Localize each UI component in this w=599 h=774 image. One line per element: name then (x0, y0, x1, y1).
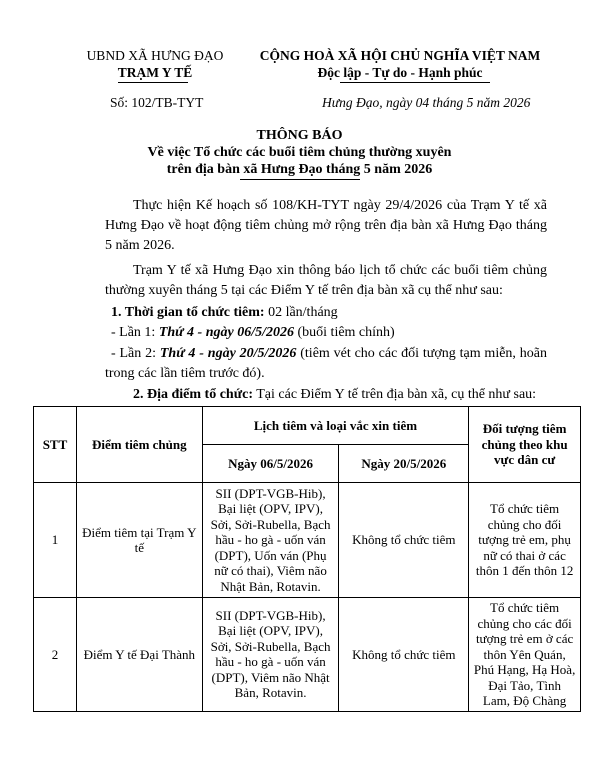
section-location-value: Tại các Điểm Y tế trên địa bàn xã, cụ thể như sau: (253, 387, 537, 402)
row-date-1-vaccines: SII (DPT-VGB-Hib), Bại liệt (OPV, IPV), Sởi, Sởi-Rubella, Bạch hầu - ho gà - uốn ván (DPT), Viêm não Nhật Bản, Rotavin. (202, 598, 339, 712)
section-location-heading: 2. Địa điểm tổ chức: (133, 387, 253, 402)
header-target-group: Đối tượng tiêm chủng theo khu vực dân cư (469, 407, 581, 483)
round-1 (105, 323, 547, 343)
document-number: Số: 102/TB-TYT (110, 95, 204, 110)
document-title (0, 127, 599, 178)
title-line-1: THÔNG BÁO (256, 128, 343, 143)
nation-line-1: CỘNG HOÀ XÃ HỘI CHỦ NGHĨA VIỆT NAM (259, 48, 541, 63)
table-row (34, 483, 581, 598)
row-point: Điểm Y tế Đại Thành (76, 598, 202, 712)
motto-underline (340, 82, 490, 83)
org-line-1: UBND XÃ HƯNG ĐẠO (86, 48, 224, 63)
paragraph-intro-text: Thực hiện Kế hoạch số 108/KH-TYT ngày 29/4/2026 của Trạm Y tế xã Hưng Đạo về hoạt động tiêm chủng mở rộng trên địa bàn xã Hưng Đạo tháng 5 năm 2026. (105, 198, 547, 253)
round-1-date: Thứ 4 - ngày 06/5/2026 (158, 325, 294, 340)
vaccination-schedule-table (33, 406, 581, 712)
row-point: Điểm tiêm tại Trạm Y tế (76, 483, 202, 598)
place-and-date: Hưng Đạo, ngày 04 tháng 5 năm 2026 (322, 95, 531, 110)
round-1-note: (buổi tiêm chính) (294, 325, 395, 340)
row-date-2-vaccines: Không tổ chức tiêm (339, 598, 469, 712)
national-motto (250, 47, 550, 81)
org-underline (118, 82, 188, 83)
row-date-1-vaccines: SII (DPT-VGB-Hib), Bại liệt (OPV, IPV), Sởi, Sởi-Rubella, Bạch hầu - ho gà - uốn ván (DPT), Uốn ván (Phụ nữ có thai), Viêm não Nhật Bản, Rotavin. (202, 483, 339, 598)
table-header-row (34, 407, 581, 445)
header-stt: STT (34, 407, 77, 483)
section-time-value: 02 lần/tháng (264, 305, 338, 320)
paragraph-intro (105, 196, 547, 256)
section-time (105, 303, 547, 323)
org-line-2: TRẠM Y TẾ (117, 65, 193, 80)
row-target: Tổ chức tiêm chủng cho các đối tượng trẻ em ở các thôn Yên Quán, Phú Hạng, Hạ Hoà, Đại Tảo, Tình Lam, Độ Chàng (469, 598, 581, 712)
issuing-organization (62, 47, 248, 81)
row-stt: 1 (34, 483, 77, 598)
table-row (34, 598, 581, 712)
round-1-prefix: - Lần 1: (111, 325, 159, 340)
header-date-1: Ngày 06/5/2026 (202, 445, 339, 483)
title-underline (240, 179, 360, 180)
nation-line-2: Độc lập - Tự do - Hạnh phúc (317, 65, 483, 80)
round-2-prefix: - Lần 2: (111, 346, 160, 361)
header-date-2: Ngày 20/5/2026 (339, 445, 469, 483)
paragraph-announcement (105, 261, 547, 301)
row-date-2-vaccines: Không tổ chức tiêm (339, 483, 469, 598)
title-line-2: Về việc Tổ chức các buổi tiêm chủng thường xuyên (147, 145, 452, 160)
paragraph-announcement-text: Trạm Y tế xã Hưng Đạo xin thông báo lịch tổ chức các buổi tiêm chủng thường xuyên tháng 5 tại các Điểm Y tế trên địa bàn xã cụ thể như sau: (105, 263, 547, 298)
section-time-heading: 1. Thời gian tổ chức tiêm: (111, 305, 265, 320)
title-line-3: trên địa bàn xã Hưng Đạo tháng 5 năm 2026 (166, 162, 433, 177)
row-stt: 2 (34, 598, 77, 712)
row-target: Tổ chức tiêm chủng cho đối tượng trẻ em, phụ nữ có thai ở các thôn 1 đến thôn 12 (469, 483, 581, 598)
header-schedule: Lịch tiêm và loại vắc xin tiêm (202, 407, 469, 445)
header-vaccination-point: Điểm tiêm chủng (76, 407, 202, 483)
section-location (105, 385, 547, 405)
round-2 (105, 344, 547, 384)
round-2-date: Thứ 4 - ngày 20/5/2026 (159, 346, 297, 361)
round-2-note: (tiêm vét cho các đối tượng tạm miễn, hoãn trong các lần tiêm trước đó). (105, 346, 547, 381)
